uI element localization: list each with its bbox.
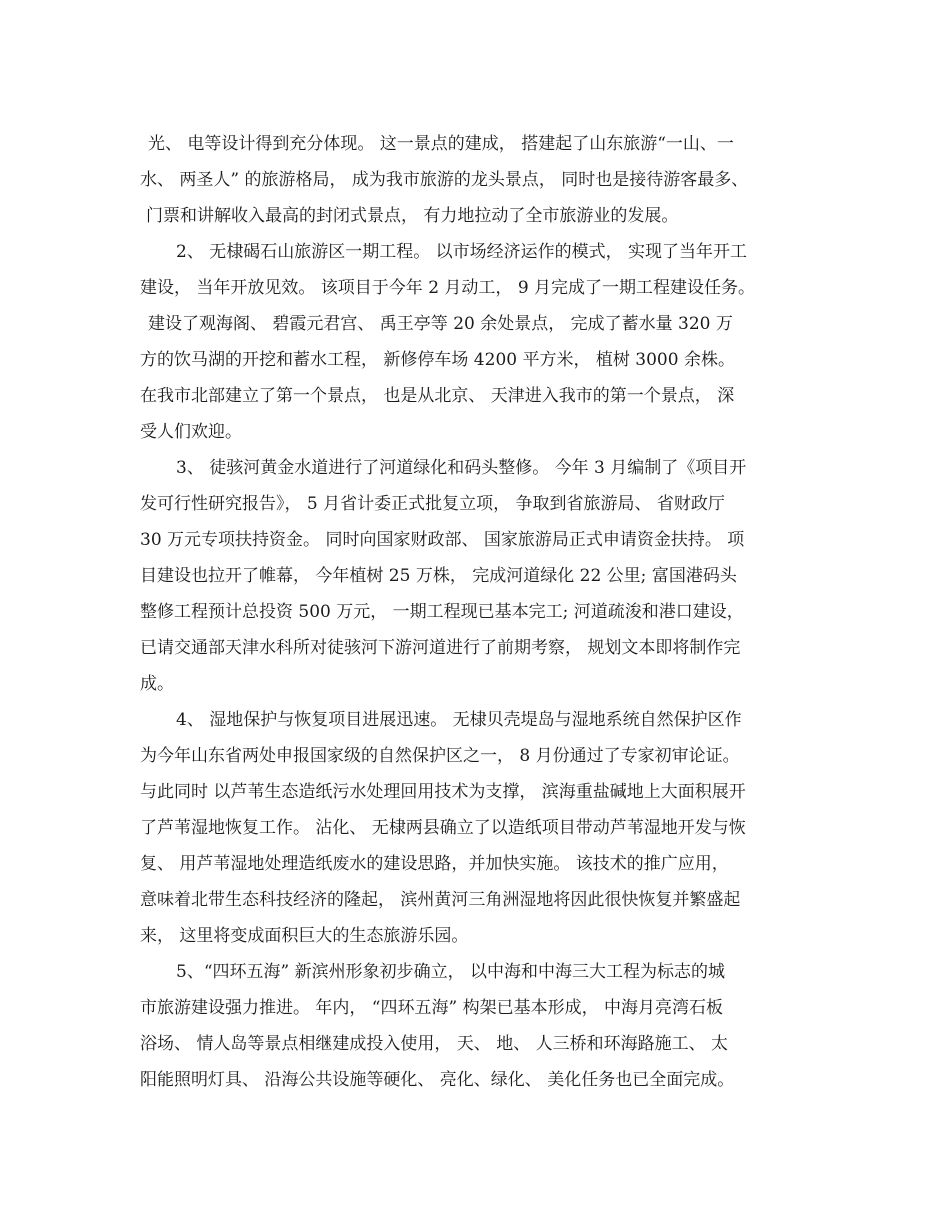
text-line: 目建设也拉开了帷幕， 今年植树 25 万株， 完成河道绿化 22 公里; 富国港码头 xyxy=(140,566,737,586)
text-line: 门票和讲解收入最高的封闭式景点， 有力地拉动了全市旅游业的发展。 xyxy=(146,206,679,226)
text-line: 成。 xyxy=(140,674,174,694)
text-line: 5、“四环五海” 新滨州形象初步确立， 以中海和中海三大工程为标志的城 xyxy=(176,962,726,982)
text-line: 整修工程预计总投资 500 万元， 一期工程现已基本完工; 河道疏浚和港口建设， xyxy=(140,602,744,622)
text-line: 发可行性研究报告》， 5 月省计委正式批复立项， 争取到省旅游局、 省财政厅 xyxy=(140,494,725,514)
text-line: 复、 用芦苇湿地处理造纸废水的建设思路，并加快实施。 该技术的推广应用， xyxy=(140,854,729,874)
text-line: 意味着北带生态科技经济的隆起， 滨州黄河三角洲湿地将因此很快恢复并繁盛起 xyxy=(140,890,741,910)
text-line: 2、 无棣碣石山旅游区一期工程。 以市场经济运作的模式， 实现了当年开工 xyxy=(176,242,748,262)
text-line: 30 万元专项扶持资金。 同时向国家财政部、 国家旅游局正式申请资金扶持。 项 xyxy=(140,530,745,550)
text-line: 阳能照明灯具、 沿海公共设施等硬化、 亮化、绿化、 美化任务也已全面完成。 xyxy=(140,1070,735,1090)
text-line: 方的饮马湖的开挖和蓄水工程， 新修停车场 4200 平方米， 植树 3000 余株。 xyxy=(140,350,735,370)
text-line: 水、 两圣人” 的旅游格局， 成为我市旅游的龙头景点， 同时也是接待游客最多、 xyxy=(140,170,749,190)
text-line: 光、 电等设计得到充分体现。 这一景点的建成， 搭建起了山东旅游“一山、一 xyxy=(148,134,734,154)
text-line: 了芦苇湿地恢复工作。 沾化、 无棣两县确立了以造纸项目带动芦苇湿地开发与恢 xyxy=(140,818,746,838)
text-line: 在我市北部建立了第一个景点， 也是从北京、 天津进入我市的第一个景点， 深 xyxy=(140,386,735,406)
text-line: 建设了观海阁、 碧霞元君宫、 禹王亭等 20 余处景点， 完成了蓄水量 320 万 xyxy=(148,314,733,334)
text-line: 3、 徒骇河黄金水道进行了河道绿化和码头整修。 今年 3 月编制了《项目开 xyxy=(176,458,747,478)
text-line: 4、 湿地保护与恢复项目进展迅速。 无棣贝壳堤岛与湿地系统自然保护区作 xyxy=(176,710,742,730)
text-line: 建设， 当年开放见效。 该项目于今年 2 月动工， 9 月完成了一期工程建设任务。 xyxy=(140,278,756,298)
text-line: 已请交通部天津水科所对徒骇河下游河道进行了前期考察， 规划文本即将制作完 xyxy=(140,638,741,658)
text-line: 与此同时 以芦苇生态造纸污水处理回用技术为支撑， 滨海重盐碱地上大面积展开 xyxy=(140,782,746,802)
text-line: 市旅游建设强力推进。 年内， “四环五海” 构架已基本形成， 中海月亮湾石板 xyxy=(140,998,723,1018)
text-line: 受人们欢迎。 xyxy=(140,422,242,442)
text-line: 为今年山东省两处申报国家级的自然保护区之一， 8 月份通过了专家初审论证。 xyxy=(140,746,740,766)
text-line: 来， 这里将变成面积巨大的生态旅游乐园。 xyxy=(140,926,469,946)
text-line: 浴场、 情人岛等景点相继建成投入使用， 天、 地、 人三桥和环海路施工、 太 xyxy=(140,1034,729,1054)
